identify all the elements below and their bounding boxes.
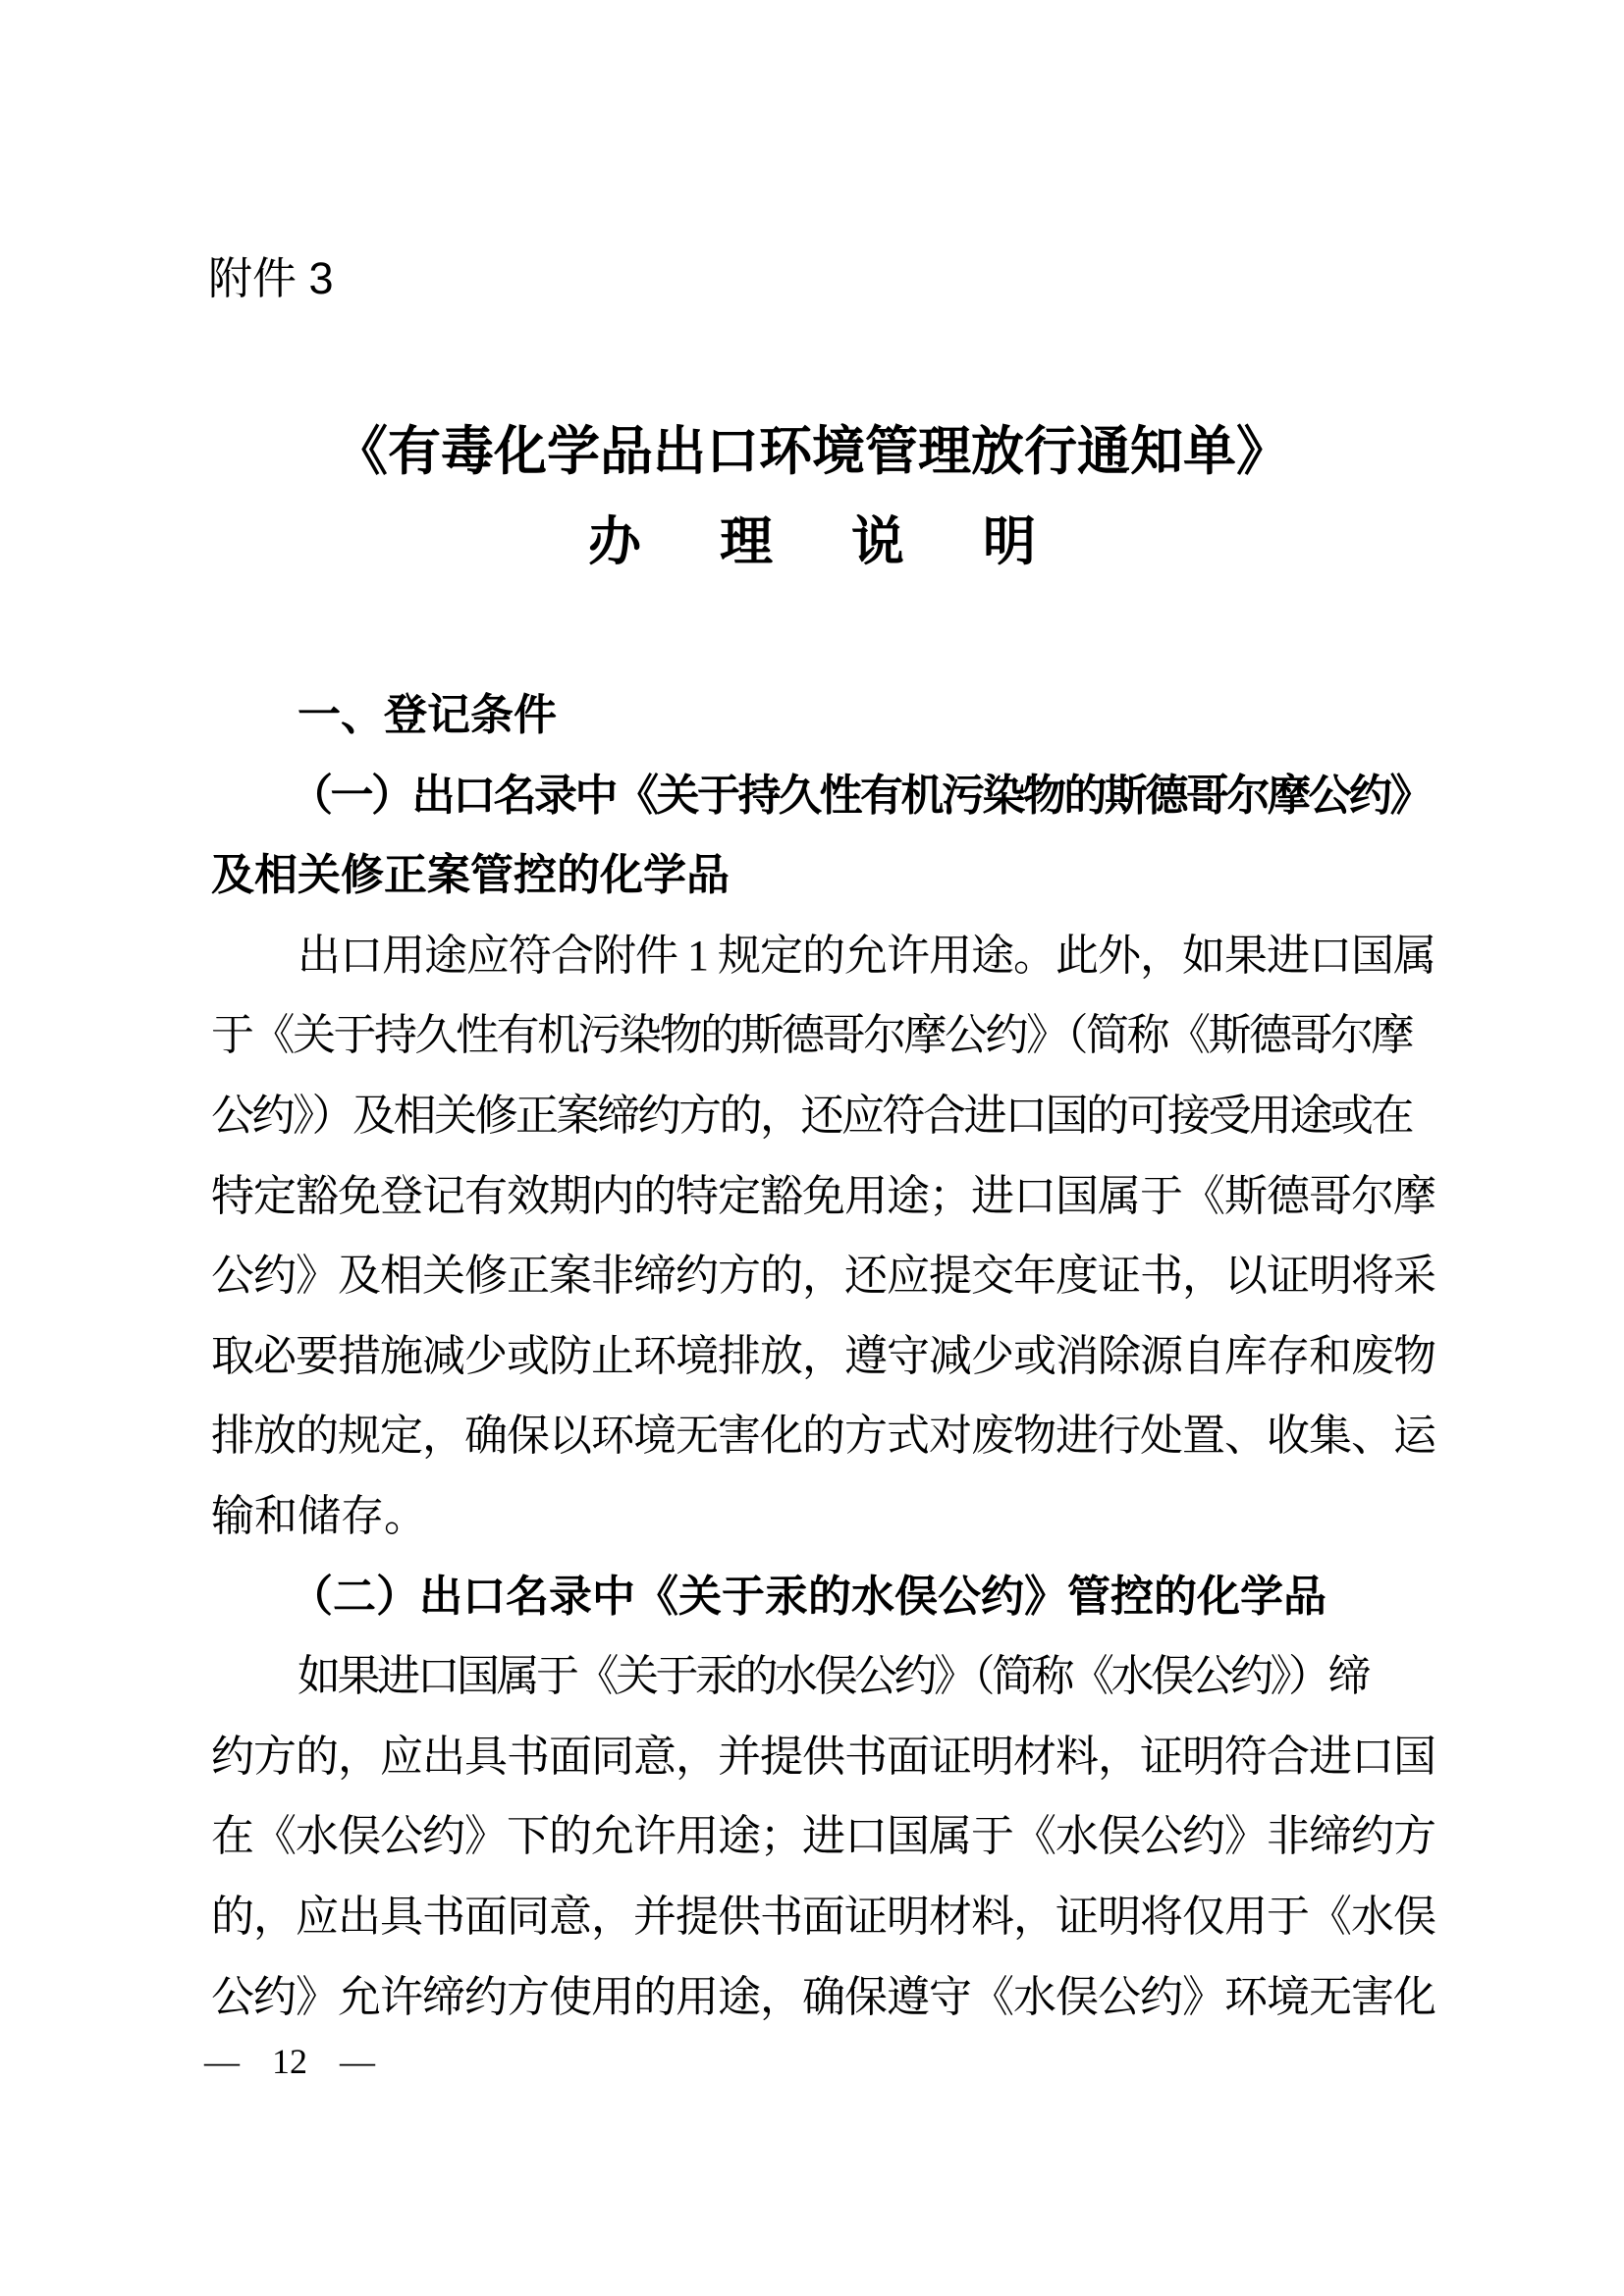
body-line: 公约》）及相关修正案缔约方的，还应符合进口国的可接受用途或在 [211, 1091, 1412, 1140]
subsection-heading: 及相关修正案管控的化学品 [211, 851, 730, 900]
body-line: 在《水俣公约》下的允许用途；进口国属于《水俣公约》非缔约方 [211, 1812, 1435, 1861]
subsection-heading: （一）出口名录中《关于持久性有机污染物的斯德哥尔摩公约》 [290, 771, 1431, 820]
document-body [211, 675, 1435, 2037]
body-line: 如果进口国属于《关于汞的水俣公约》（简称《水俣公约》）缔 [298, 1652, 1368, 1701]
body-line: 排放的规定，确保以环境无害化的方式对废物进行处置、收集、运 [211, 1412, 1435, 1461]
body-line: 出口用途应符合附件 1 规定的允许用途。此外，如果进口国属 [298, 931, 1435, 980]
body-line: 取必要措施减少或防止环境排放，遵守减少或消除源自库存和废物 [211, 1331, 1435, 1380]
section-heading: 一、登记条件 [298, 691, 557, 739]
body-line: 的，应出具书面同意，并提供书面证明材料，证明将仅用于《水俣 [211, 1892, 1435, 1941]
body-line: 公约》及相关修正案非缔约方的，还应提交年度证书，以证明将采 [211, 1252, 1435, 1301]
document-title: 《有毒化学品出口环境管理放行通知单》 [335, 422, 1289, 481]
document-subtitle: 办理说明 [588, 512, 1114, 571]
body-line: 公约》允许缔约方使用的用途，确保遵守《水俣公约》环境无害化 [211, 1972, 1435, 2021]
body-line: 输和储存。 [211, 1491, 427, 1540]
page-number: — 12 — [204, 2042, 375, 2081]
body-line: 约方的，应出具书面同意，并提供书面证明材料，证明符合进口国 [211, 1732, 1435, 1781]
body-line: 特定豁免登记有效期内的特定豁免用途；进口国属于《斯德哥尔摩 [211, 1171, 1435, 1220]
attachment-label: 附件 3 [208, 253, 334, 303]
subsection-heading: （二）出口名录中《关于汞的水俣公约》管控的化学品 [290, 1572, 1326, 1621]
body-line: 于《关于持久性有机污染物的斯德哥尔摩公约》（简称《斯德哥尔摩 [211, 1011, 1412, 1060]
